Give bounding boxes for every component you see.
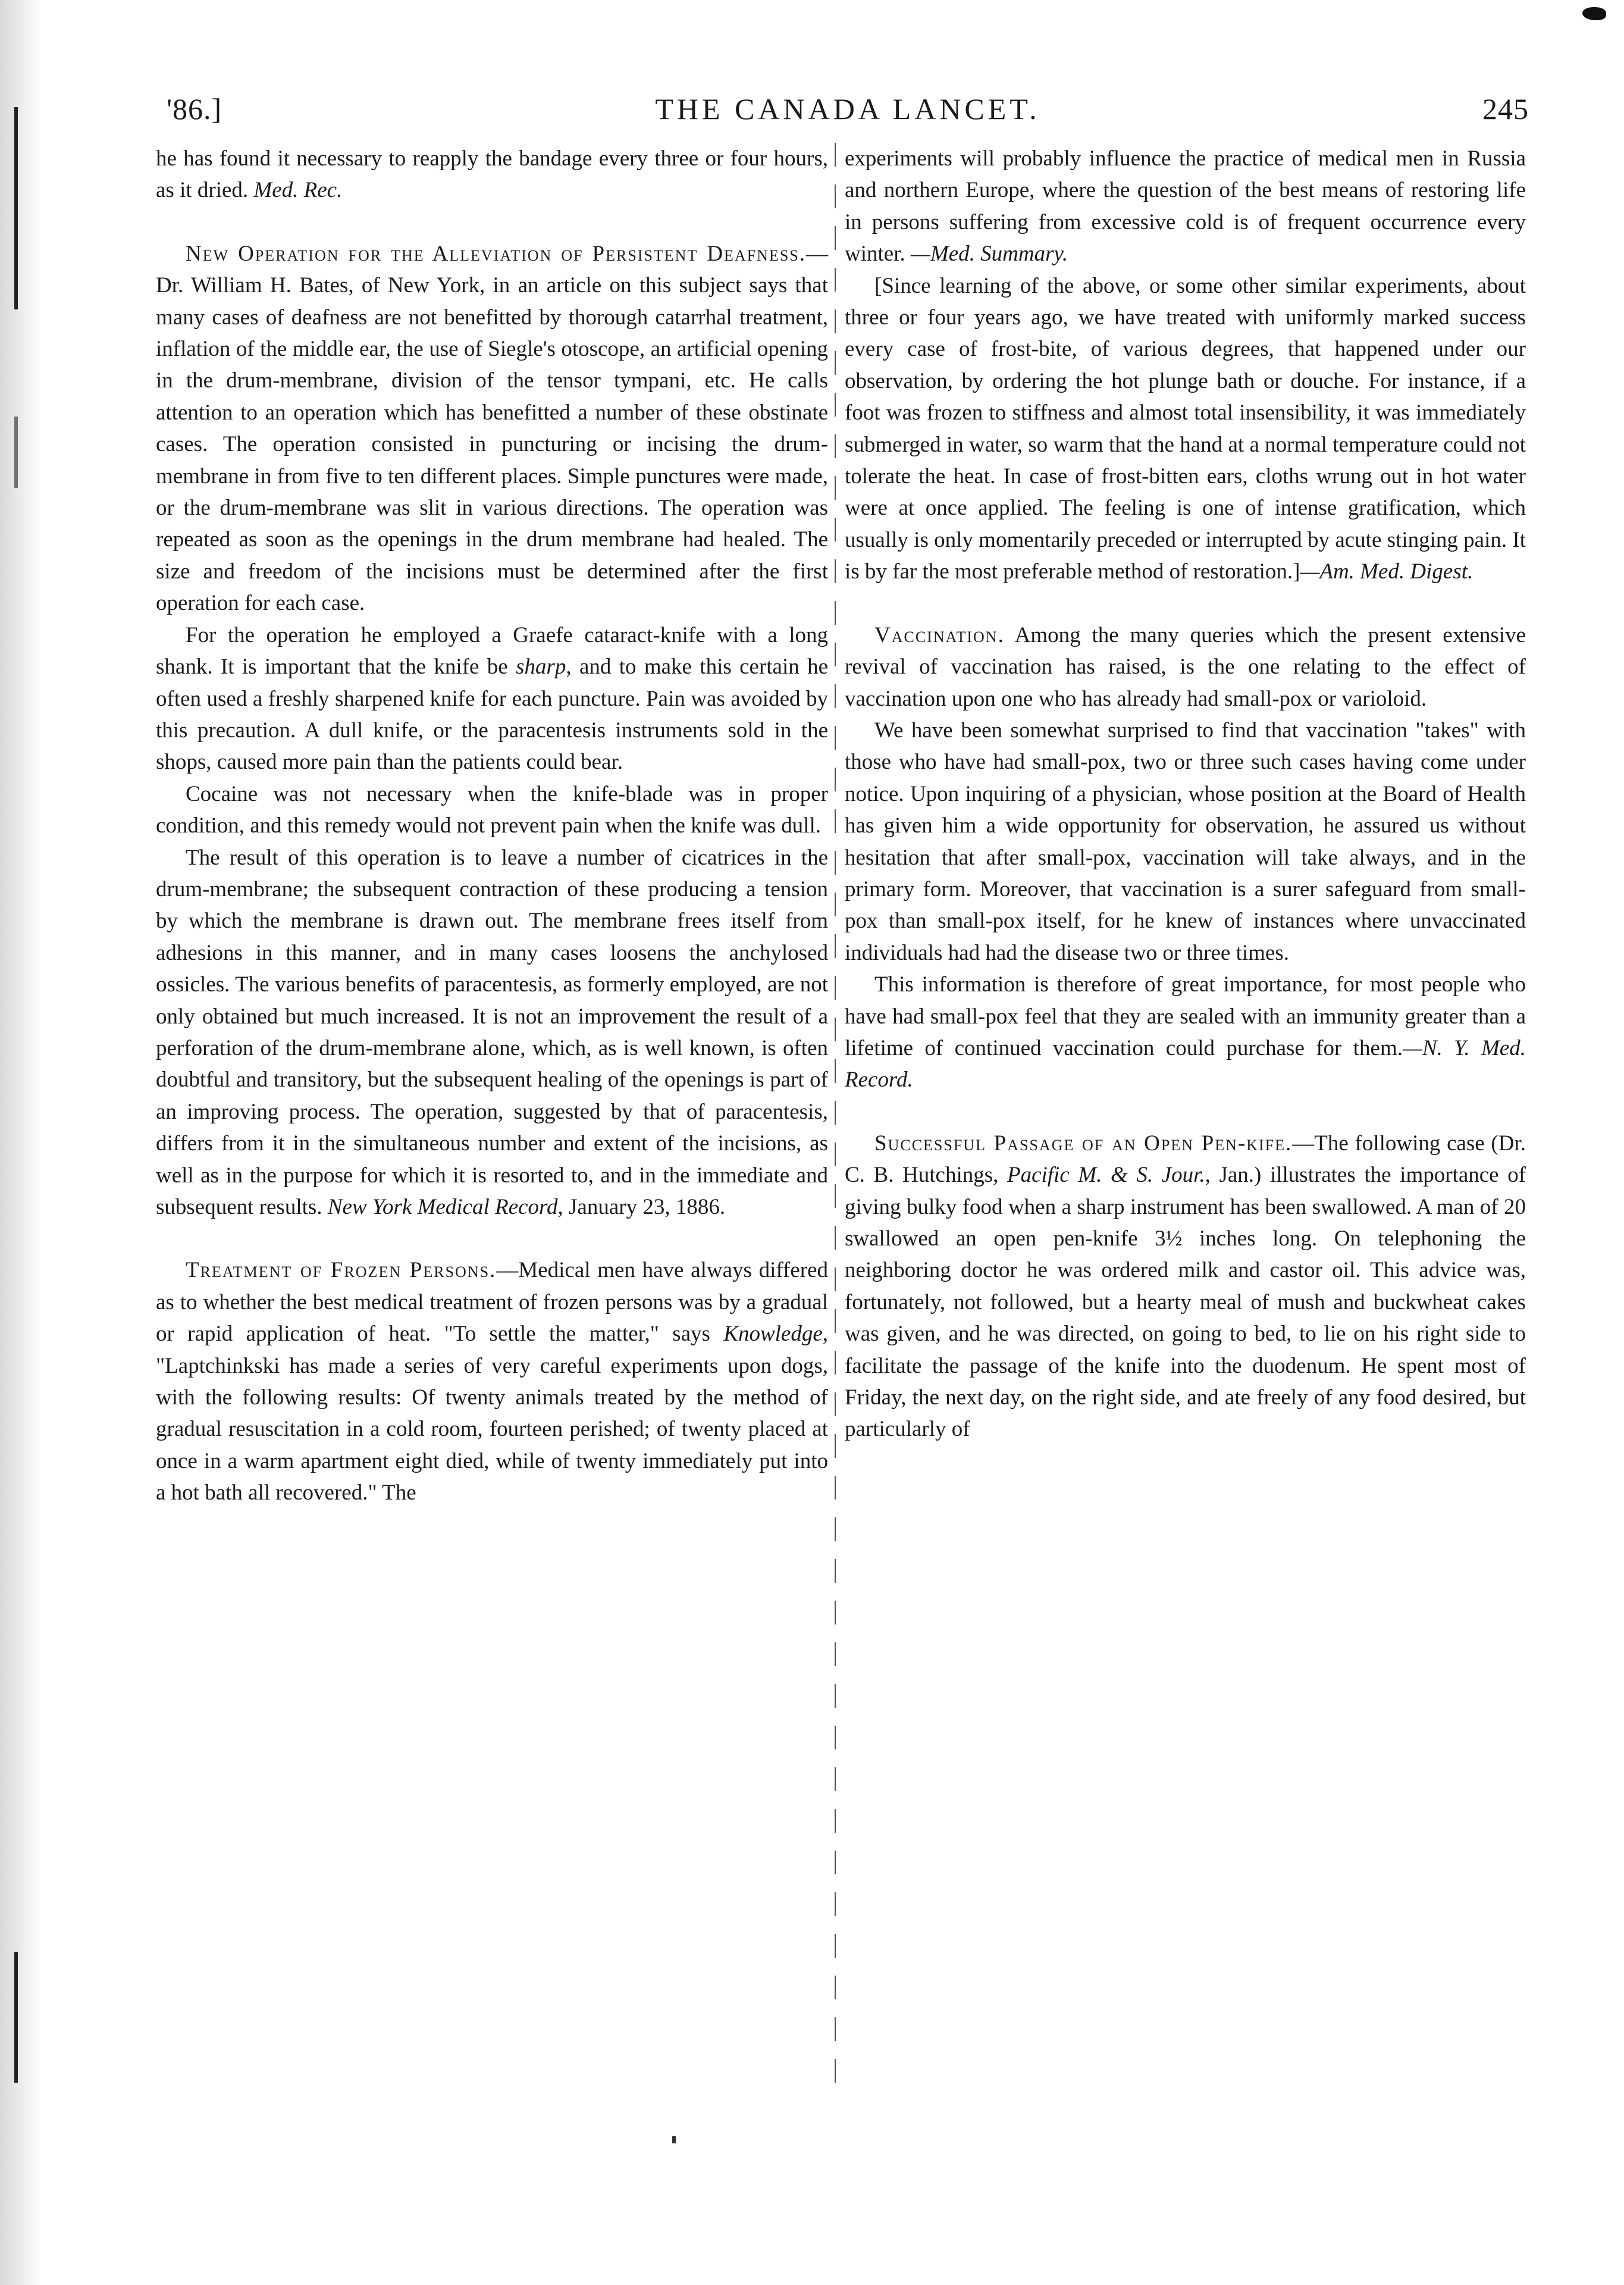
- source-citation: —Med. Summary.: [910, 242, 1068, 267]
- running-head: [167, 89, 1529, 131]
- frozen-article: Treatment of Frozen Persons.—Medical men have always differed as to whether the best medical treatment of frozen persons was by a gradual or rapid application of heat. "To settle the matter," says Knowledge, "Laptchinkski has made a series of very careful experiments upon dogs, with the following results: Of twenty animals treated by the method of gradual resuscitation in a cold room, fourteen perished; of twenty placed at once in a warm apartment eight died, while of twenty immediately put into a hot bath all recovered." The: [156, 1258, 829, 1505]
- source-citation: New York Medical Record: [327, 1195, 558, 1219]
- ink-blot: [1582, 7, 1606, 20]
- binding-mark: [14, 107, 18, 309]
- emphasis: Pacific M. & S. Jour.: [1007, 1163, 1205, 1188]
- left-column: [156, 143, 828, 2106]
- article-title: Treatment of Frozen Persons.: [186, 1258, 497, 1283]
- paragraph: This information is therefore of great importance, for most people who have had small-pox feel that they are sealed with an immunity greater than a lifetime of continued vaccination could purchase for them.—N. Y. Med. Record.: [845, 972, 1526, 1093]
- source-citation: Med. Rec.: [253, 178, 343, 203]
- deafness-article: New Operation for the Alleviation of Persistent Deafness.—Dr. William H. Bates, of New York, in an article on this subject says that many cases of deafness are not benefitted by thorough catarrhal treatment, inflation of the middle ear, the use of Siegle's otoscope, an artificial opening in the drum-membrane, division of the tensor tympani, etc. He calls attention to an operation which has benefitted a number of these obstinate cases. The operation consisted in puncturing or incising the drum-membrane in from five to ten different places. Simple punctures were made, or the drum-membrane was slit in various directions. The operation was repeated as soon as the openings in the drum membrane had healed. The size and freedom of the incisions must be determined after the first operation for each case.: [156, 241, 828, 616]
- article-title: Successful Passage of an Open Pen-kife.: [874, 1131, 1293, 1156]
- binding-mark: [14, 417, 18, 488]
- page-speck: [672, 2136, 676, 2143]
- vaccination-article: Vaccination. Among the many queries which the present extensive revival of vaccination has raised, is the one relating to the effect of vaccination upon one who has already had small-pox or varioloid.: [845, 622, 1526, 711]
- emphasis: Knowledge: [723, 1322, 823, 1347]
- source-citation: —N. Y. Med. Record.: [845, 1035, 1526, 1093]
- article-title: Vaccination.: [874, 622, 1005, 647]
- paragraph: The result of this operation is to leave a number of cicatrices in the drum-membrane; the subsequent contraction of these producing a tension by which the membrane is drawn out. The membrane frees itself from adhesions in this manner, and in many cases loosens the anchylosed ossicles. The various benefits of paracentesis, as formerly employed, are not only obtained but much increased. It is not an improvement the result of a perforation of the drum-membrane alone, which, as is well known, is often doubtful and transitory, but the subsequent healing of the openings is part of an improving process. The operation, suggested by that of paracentesis, differs from it in the simultaneous number and extent of the incisions, as well as in the purpose for which it is resorted to, and in the immediate and subsequent results. New York Medical Record, January 23, 1886.: [156, 845, 828, 1219]
- paragraph: We have been somewhat surprised to find that vaccination "takes" with those who have had small-pox, two or three such cases having come under notice. Upon inquiring of a physician, whose position at the Board of Health has given him a wide opportunity for observation, he assured us without hesitation that after small-pox, vaccination will take always, and in the primary form. Moreover, that vaccination is a surer safeguard from small-pox than small-pox itself, for he knew of instances where unvaccinated individuals had had the disease two or three times.: [845, 718, 1526, 965]
- right-column: [845, 143, 1526, 2106]
- frozen-continued: experiments will probably influence the practice of medical men in Russia and northern Europe, where the question of the best means of restoring life in persons suffering from excessive cold is of frequent occurrence every winter. —Med. Summary.: [845, 146, 1526, 267]
- binding-edge: [0, 0, 42, 2285]
- continuation-paragraph: he has found it necessary to reapply the bandage every three or four hours, as it dried. Med. Rec.: [156, 146, 828, 203]
- volume-label: '86.]: [167, 92, 222, 126]
- source-citation: —Am. Med. Digest.: [1300, 559, 1473, 584]
- journal-title: THE CANADA LANCET.: [655, 92, 1040, 126]
- paragraph: For the operation he employed a Graefe cataract-knife with a long shank. It is important that the knife be sharp, and to make this certain he often used a freshly sharpened knife for each puncture. Pain was avoided by this precaution. A dull knife, or the paracentesis instruments sold in the shops, caused more pain than the patients could bear.: [156, 622, 829, 775]
- column-divider: [835, 143, 836, 2101]
- penknife-article: Successful Passage of an Open Pen-kife.—The following case (Dr. C. B. Hutchings, Pacific M. & S. Jour., Jan.) illustrates the importance of giving bulky food when a sharp instrument has been swallowed. A man of 20 swallowed an open pen-knife 3½ inches long. On telephoning the neighboring doctor he was ordered milk and castor oil. This advice was, fortunately, not followed, but a hearty meal of mush and buckwheat cakes was given, and he was directed, on going to bed, to lie on his right side to facilitate the passage of the knife into the duodenum. He spent most of Friday, the next day, on the right side, and ate freely of any food desired, but particularly of: [845, 1131, 1526, 1442]
- emphasis: sharp: [516, 655, 566, 680]
- binding-mark: [14, 1952, 18, 2083]
- page-number: 245: [1482, 92, 1529, 126]
- paragraph: Cocaine was not necessary when the knife-blade was in proper condition, and this remedy would not prevent pain when the knife was dull.: [156, 781, 828, 838]
- editorial-note: [Since learning of the above, or some other similar experiments, about three or four years ago, we have treated with uniformly marked success every case of frost-bite, of various degrees, that happened under our observation, by ordering the hot plunge bath or douche. For instance, if a foot was frozen to stiffness and almost total insensibility, it was immediately submerged in water, so warm that the hand at a normal temperature could not tolerate the heat. In case of frost-bitten ears, cloths wrung out in hot water were at once applied. The feeling is one of intense gratification, which usually is only momentarily preceded or interrupted by acute stinging pain. It is by far the most preferable method of restoration.]—Am. Med. Digest.: [845, 273, 1526, 584]
- article-title: New Operation for the Alleviation of Persistent Deafness.: [186, 241, 806, 266]
